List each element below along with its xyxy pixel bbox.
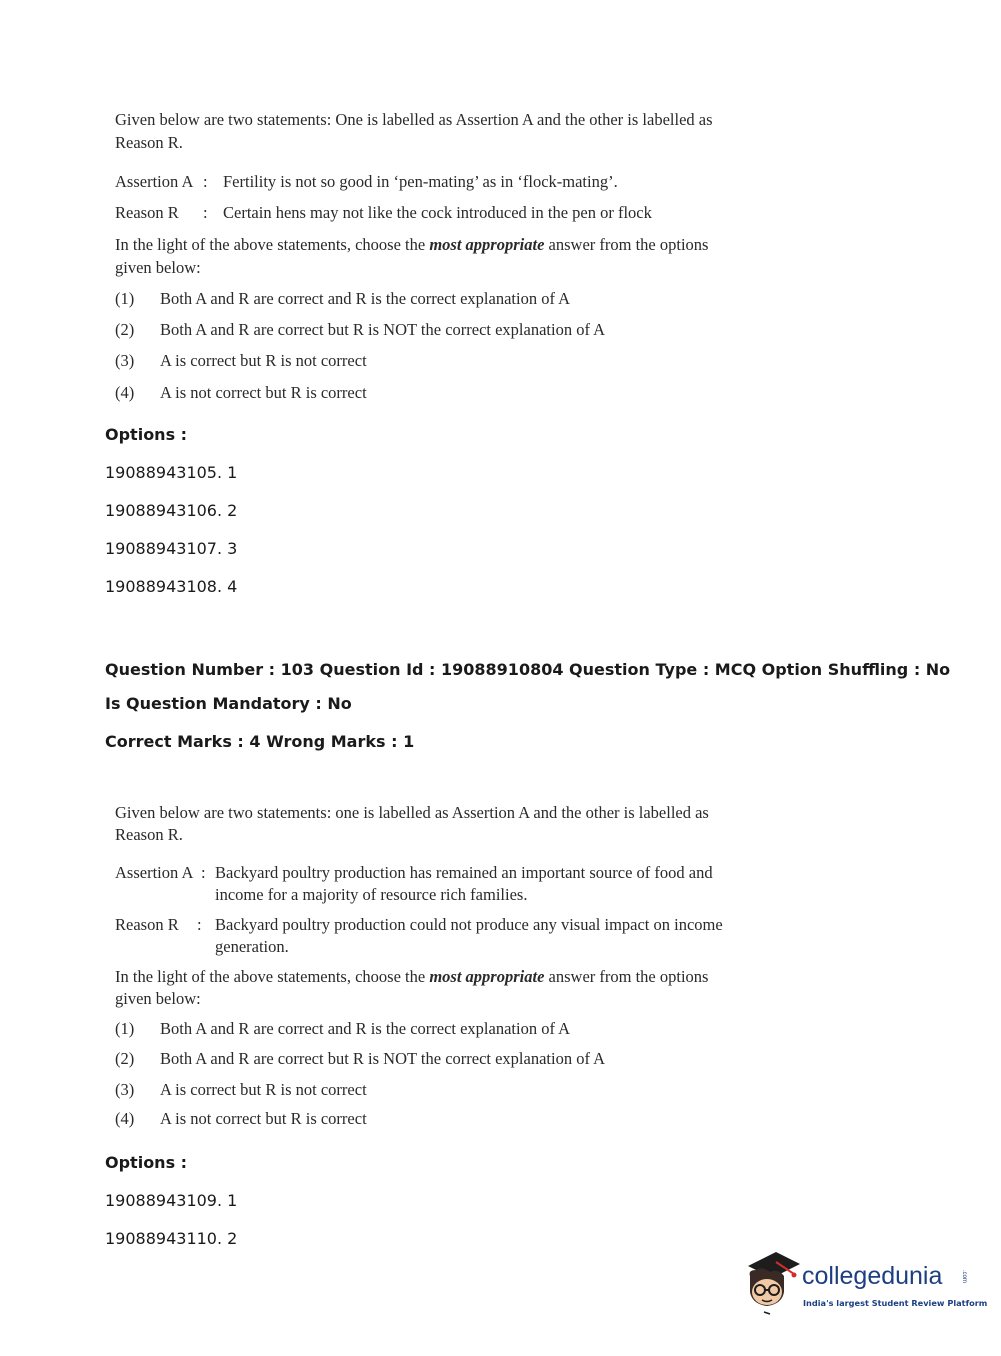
reason-label: Reason R xyxy=(115,203,179,222)
choice-number: (3) xyxy=(115,1080,135,1099)
assertion-label: Assertion A xyxy=(115,172,194,191)
q2-instruction-line1 xyxy=(115,966,708,988)
q1-choice xyxy=(115,288,570,310)
instruction-text: In the light of the above statements, choose the xyxy=(115,235,430,254)
q1-options-heading: Options : xyxy=(105,425,188,444)
assertion-text: Backyard poultry production has remained an important source of food and xyxy=(215,863,713,882)
option-id: 19088943107. 3 xyxy=(105,539,238,558)
q1-choice xyxy=(115,319,605,341)
q2-assertion-cont: income for a majority of resource rich families. xyxy=(215,885,528,904)
q2-intro-line2: Reason R. xyxy=(115,825,183,844)
instruction-emphasis: most appropriate xyxy=(429,967,545,986)
q2-meta-line3: Correct Marks : 4 Wrong Marks : 1 xyxy=(105,732,415,751)
q1-assertion xyxy=(115,171,618,193)
option-id: 19088943105. 1 xyxy=(105,463,238,482)
mascot-icon xyxy=(742,1248,802,1318)
q2-meta-line2: Is Question Mandatory : No xyxy=(105,694,352,713)
q2-intro-line1: Given below are two statements: one is labelled as Assertion A and the other is labelled as xyxy=(115,803,709,822)
q2-options-heading: Options : xyxy=(105,1153,188,1172)
reason-label: Reason R xyxy=(115,915,179,934)
choice-text: A is not correct but R is correct xyxy=(160,383,367,402)
choice-number: (1) xyxy=(115,289,135,308)
q1-instruction-line1 xyxy=(115,234,708,256)
choice-text: A is correct but R is not correct xyxy=(160,1080,367,1099)
q1-intro-line1: Given below are two statements: One is labelled as Assertion A and the other is labelled as xyxy=(115,110,713,129)
option-id: 19088943110. 2 xyxy=(105,1229,238,1248)
instruction-text: answer from the options xyxy=(544,235,709,254)
q2-meta-line1: Question Number : 103 Question Id : 19088910804 Question Type : MCQ Option Shuffling : No xyxy=(105,660,951,679)
instruction-text: In the light of the above statements, choose the xyxy=(115,967,430,986)
option-id: 19088943106. 2 xyxy=(105,501,238,520)
q2-choice xyxy=(115,1108,367,1130)
q1-choice xyxy=(115,382,367,404)
q2-choice xyxy=(115,1079,367,1101)
choice-text: A is correct but R is not correct xyxy=(160,351,367,370)
choice-number: (2) xyxy=(115,1049,135,1068)
assertion-text: Fertility is not so good in ‘pen-mating’ as in ‘flock-mating’. xyxy=(223,172,618,191)
q1-intro-line2: Reason R. xyxy=(115,133,183,152)
q2-reason xyxy=(115,914,723,936)
colon: : xyxy=(203,203,208,222)
choice-text: Both A and R are correct and R is the correct explanation of A xyxy=(160,1019,571,1038)
brand-suffix: .com xyxy=(961,1270,967,1284)
instruction-emphasis: most appropriate xyxy=(429,235,545,254)
q1-reason xyxy=(115,202,652,224)
colon: : xyxy=(201,863,206,882)
choice-number: (4) xyxy=(115,383,135,402)
reason-text: Certain hens may not like the cock introduced in the pen or flock xyxy=(223,203,652,222)
instruction-text: answer from the options xyxy=(544,967,709,986)
q2-reason-cont: generation. xyxy=(215,937,289,956)
q2-choice xyxy=(115,1018,570,1040)
reason-text: Backyard poultry production could not produce any visual impact on income xyxy=(215,915,723,934)
colon: : xyxy=(203,172,208,191)
colon: : xyxy=(197,915,202,934)
option-id: 19088943108. 4 xyxy=(105,577,238,596)
assertion-label: Assertion A xyxy=(115,863,194,882)
choice-number: (1) xyxy=(115,1019,135,1038)
q2-assertion xyxy=(115,862,713,884)
q2-instruction-line2: given below: xyxy=(115,989,201,1008)
option-id: 19088943109. 1 xyxy=(105,1191,238,1210)
brand-tagline: India's largest Student Review Platform xyxy=(803,1298,988,1308)
choice-text: Both A and R are correct but R is NOT the correct explanation of A xyxy=(160,1049,606,1068)
choice-number: (3) xyxy=(115,351,135,370)
q1-choice xyxy=(115,350,367,372)
choice-number: (4) xyxy=(115,1109,135,1128)
choice-number: (2) xyxy=(115,320,135,339)
choice-text: Both A and R are correct and R is the correct explanation of A xyxy=(160,289,571,308)
choice-text: A is not correct but R is correct xyxy=(160,1109,367,1128)
collegedunia-logo xyxy=(742,1248,988,1318)
choice-text: Both A and R are correct but R is NOT the correct explanation of A xyxy=(160,320,606,339)
brand-name: collegedunia xyxy=(802,1262,943,1290)
q1-instruction-line2: given below: xyxy=(115,258,201,277)
q2-choice xyxy=(115,1048,605,1070)
